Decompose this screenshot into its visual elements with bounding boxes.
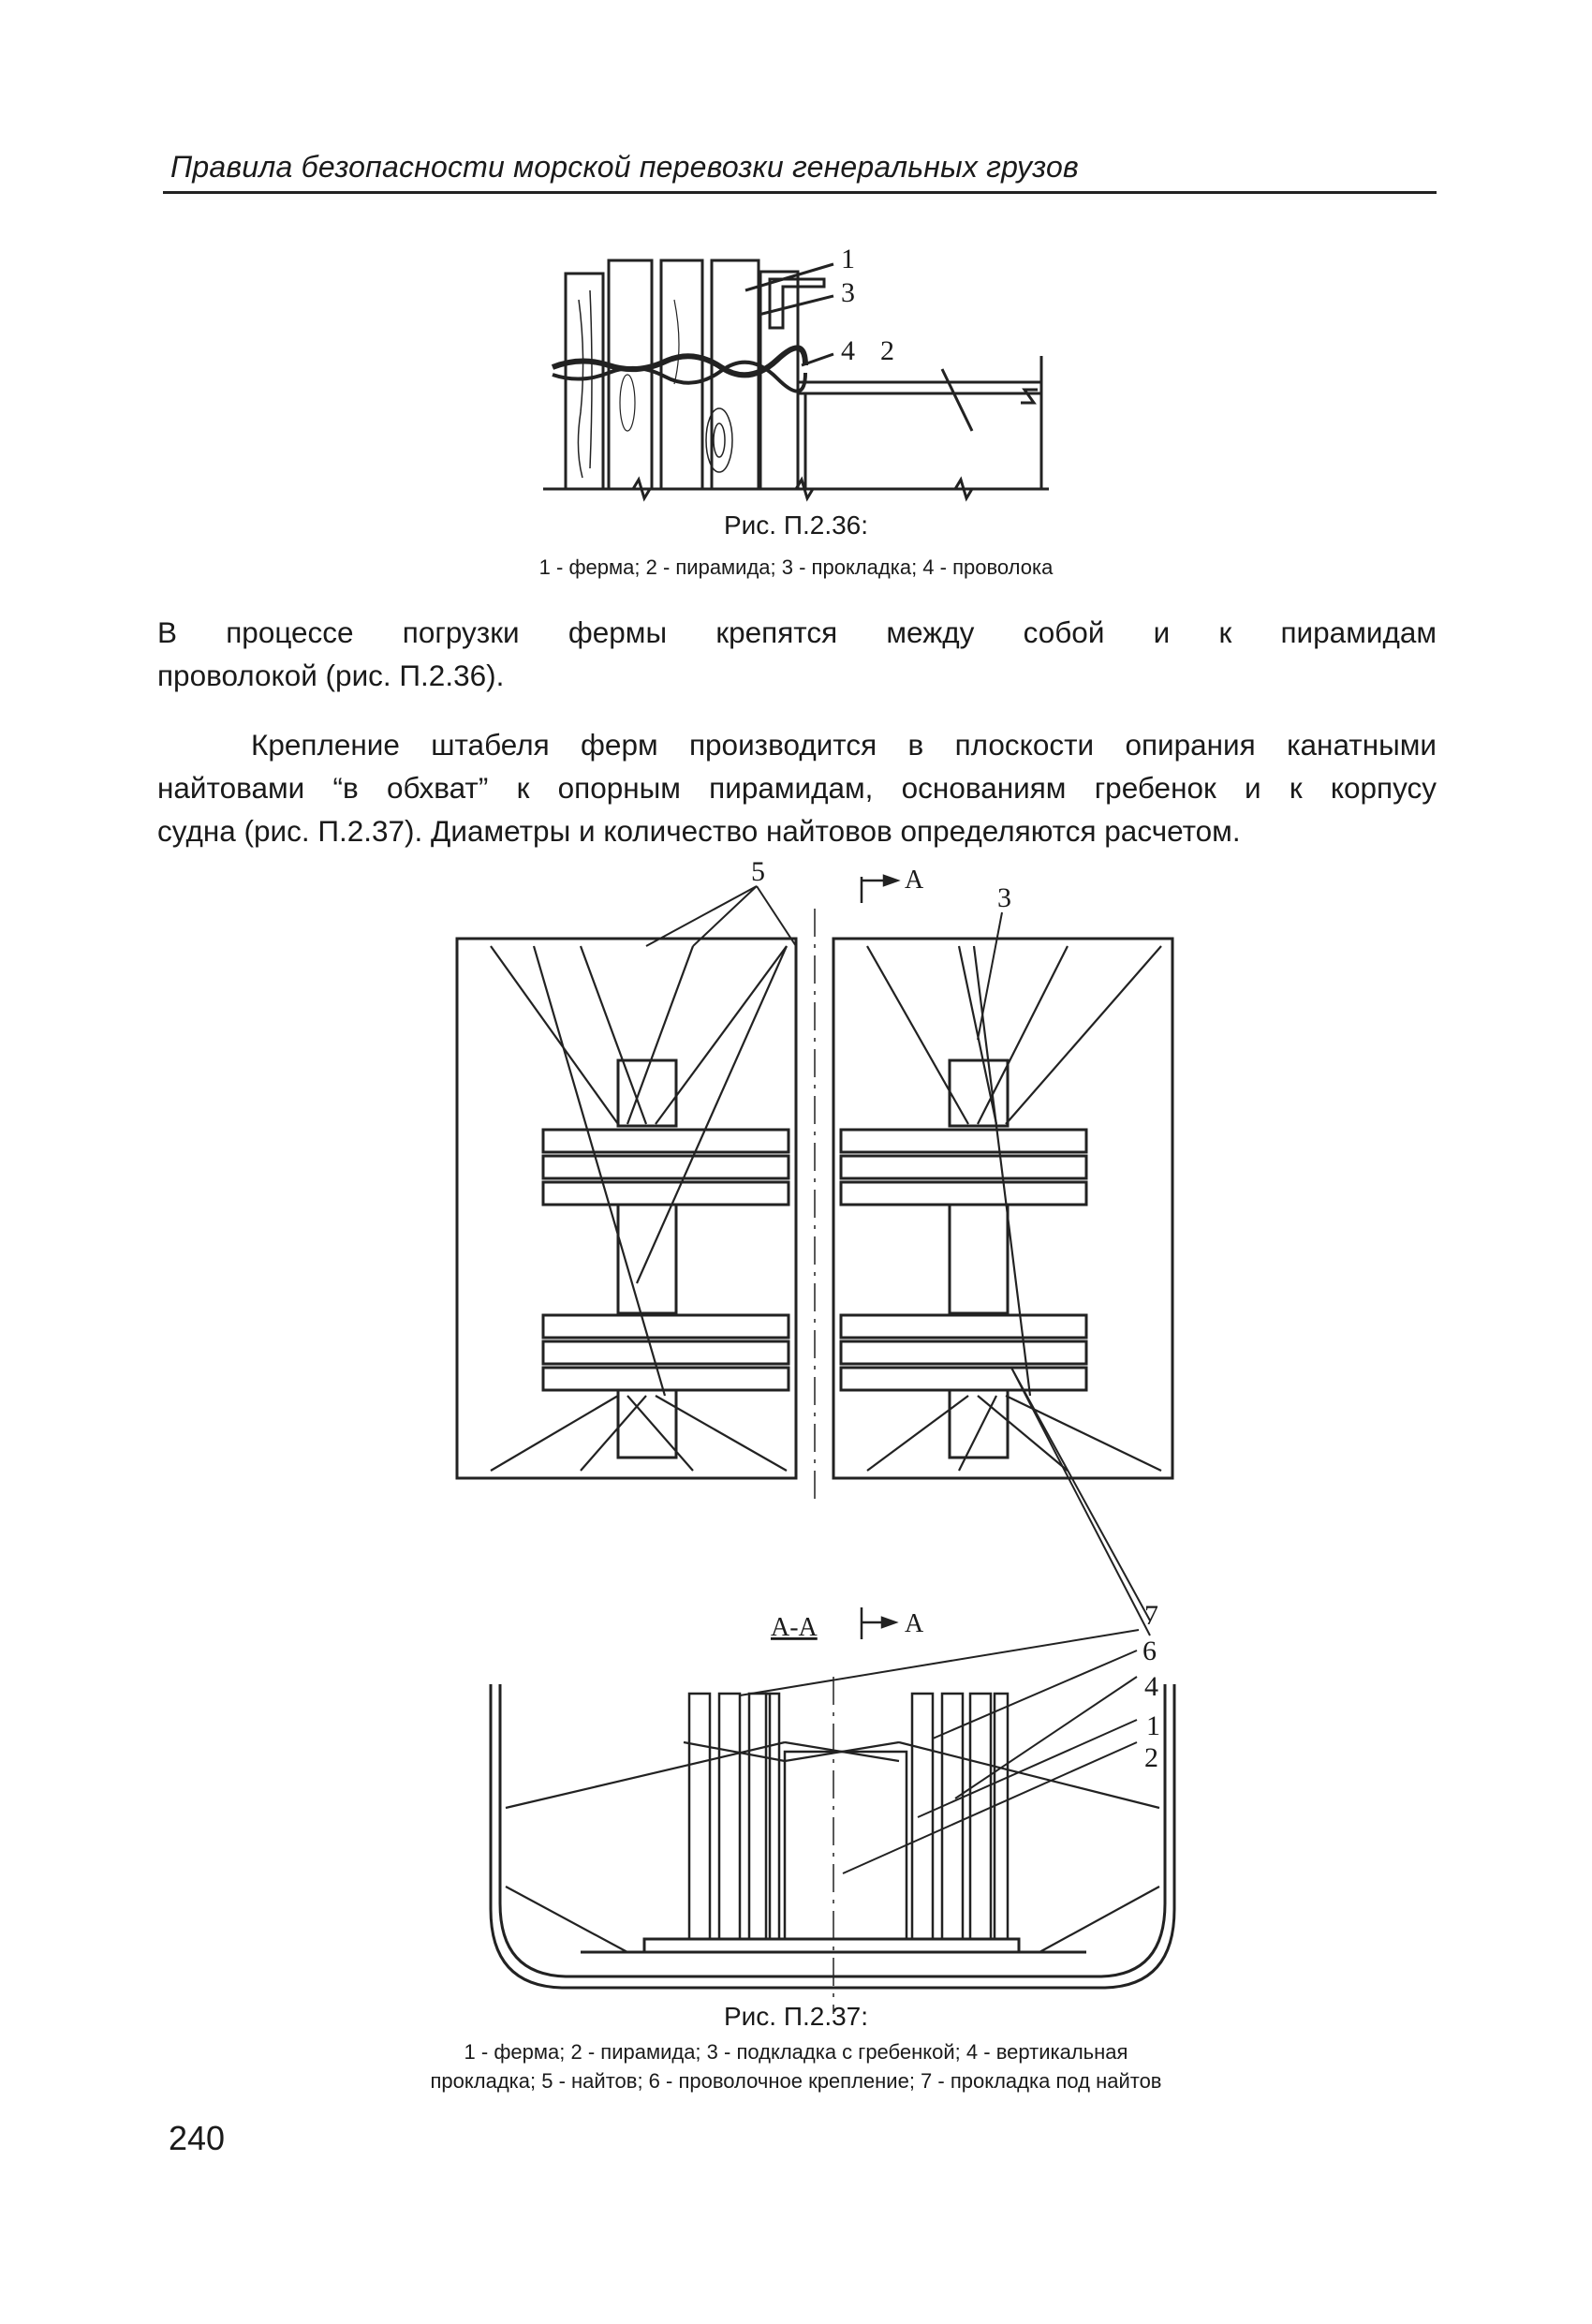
plan-view (457, 886, 1172, 1636)
fig1-label-3: 3 (841, 277, 855, 308)
fig1-label-1: 1 (841, 244, 855, 274)
figure-2-36-legend: 1 - ферма; 2 - пирамида; 3 - прокладка; 4 - проволока (538, 555, 1054, 579)
fig2-label-6: 6 (1142, 1636, 1157, 1666)
paragraph-2-line-2: найтовами “в обхват” к опорным пирамидам, основаниям гребенок и к корпусу (157, 771, 1437, 805)
fig2-label-1: 1 (1146, 1710, 1160, 1741)
figure-2-37-title: Рис. П.2.37: (723, 2002, 869, 2031)
running-header: Правила безопасности морской перевозки генеральных грузов (170, 150, 1079, 184)
fig2-label-3: 3 (997, 882, 1011, 913)
paragraph-1-line-1: В процессе погрузки фермы крепятся между собой и к пирамидам (157, 615, 1437, 649)
fig2-section-title: А-А (771, 1613, 818, 1642)
header-rule (163, 191, 1437, 194)
paragraph-2 (157, 723, 1437, 766)
figure-2-37-legend-line-1: 1 - ферма; 2 - пирамида; 3 - подкладка с гребенкой; 4 - вертикальная (464, 2040, 1128, 2064)
fig1-label-2: 2 (880, 335, 894, 366)
fig2-label-2: 2 (1144, 1742, 1158, 1773)
paragraph-2-cont (157, 766, 1437, 852)
paragraph-2-line-3: судна (рис. П.2.37). Диаметры и количество найтовов определяются расчетом. (157, 814, 1241, 848)
fig2-section-mark-bottom: А (905, 1609, 924, 1638)
section-view (491, 1630, 1174, 2014)
fig1-label-4: 4 (841, 335, 855, 366)
figure-2-36-title: Рис. П.2.36: (723, 511, 869, 540)
page-number: 240 (169, 2119, 226, 2157)
figure-2-36 (524, 244, 1068, 506)
paragraph-1 (157, 611, 1437, 697)
fig2-label-4: 4 (1144, 1671, 1158, 1702)
figure-2-37-legend-line-2: прокладка; 5 - найтов; 6 - проволочное крепление; 7 - прокладка под найтов (430, 2069, 1162, 2093)
figure-2-37 (412, 852, 1217, 2023)
fig2-label-5: 5 (751, 856, 765, 887)
paragraph-1-line-2: проволокой (рис. П.2.36). (157, 659, 505, 692)
fig2-section-mark-top: А (905, 866, 924, 895)
paragraph-2-line-1: Крепление штабеля ферм производится в плоскости опирания канатными (251, 728, 1437, 762)
fig2-label-7: 7 (1144, 1600, 1158, 1631)
